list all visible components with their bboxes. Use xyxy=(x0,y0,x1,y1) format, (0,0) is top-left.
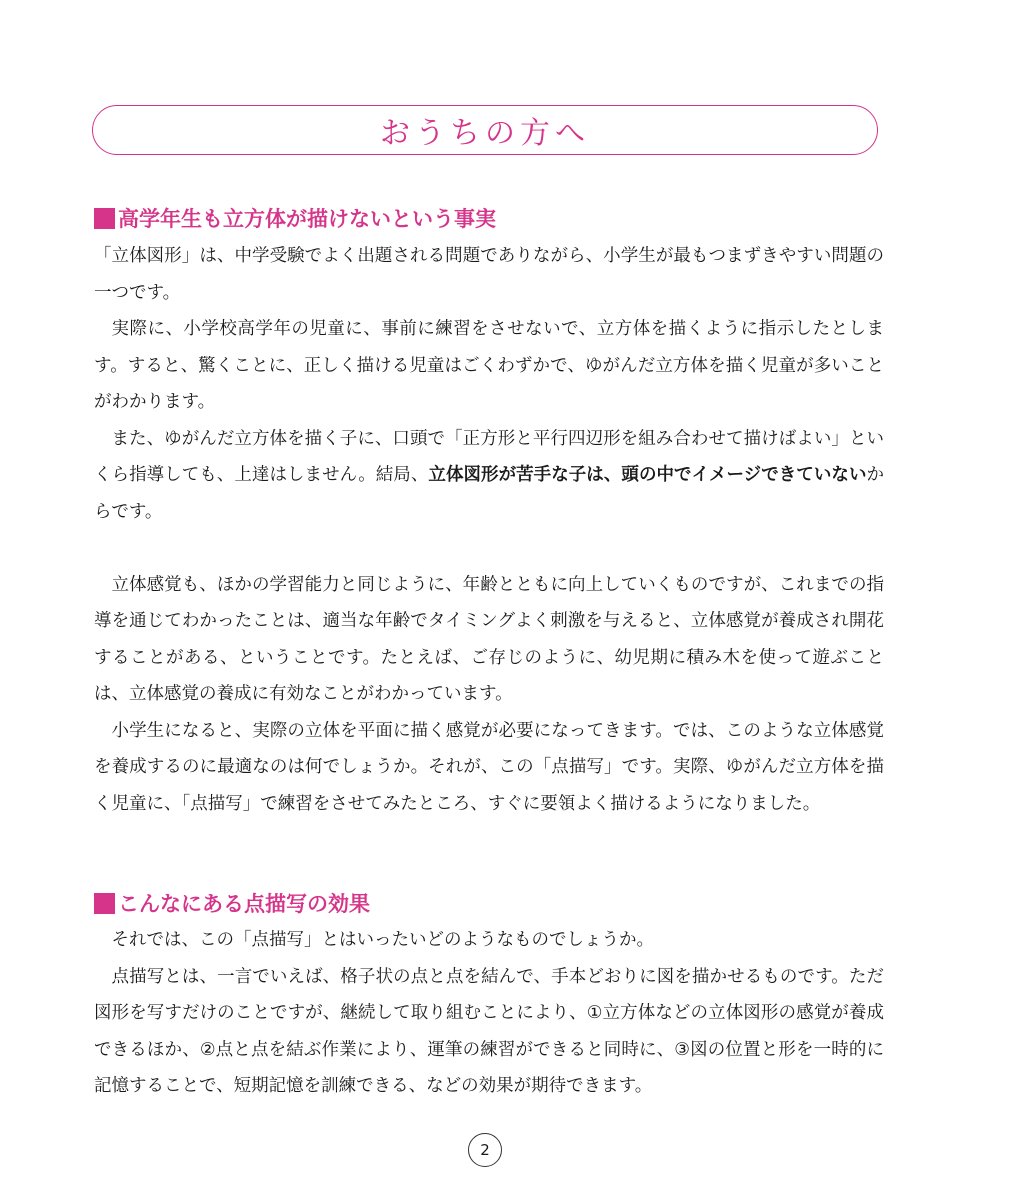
square-bullet-icon xyxy=(94,208,115,229)
section-heading-1-text: 高学年生も立方体が描けないという事実 xyxy=(118,207,496,231)
section-heading-1 xyxy=(94,203,496,233)
paragraph-text: からです。 xyxy=(94,465,884,522)
paragraph: 立体感覚も、ほかの学習能力と同じように、年齢とともに向上していくものですが、これまでの指導を通じてわかったことは、適当な年齢でタイミングよく刺激を与えると、立体感覚が養成され開花することがある、ということです。たとえば、ご存じのように、幼児期に積み木を使って遊ぶことは、立体感覚の養成に有効なことがわかっています。 xyxy=(94,574,884,704)
page-number-badge xyxy=(468,1133,502,1167)
page-number: 2 xyxy=(480,1141,490,1159)
paragraph: 実際に、小学校高学年の児童に、事前に練習をさせないで、立方体を描くように指示したとします。すると、驚くことに、正しく描ける児童はごくわずかで、ゆがんだ立方体を描く児童が多いことがわかります。 xyxy=(94,319,884,412)
paragraph: それでは、この「点描写」とはいったいどのようなものでしょうか。 xyxy=(111,930,654,950)
section-2-body xyxy=(94,922,884,1105)
square-bullet-icon xyxy=(94,893,115,914)
paragraph-text: また、ゆがんだ立方体を描く子に、口頭で「正方形と平行四辺形を組み合わせて描けばよい」といくら指導しても、上達はしません。結局、 xyxy=(94,428,884,485)
paragraph xyxy=(94,421,884,531)
paragraph: 点描写とは、一言でいえば、格子状の点と点を結んで、手本どおりに図を描かせるものです。ただ図形を写すだけのことですが、継続して取り組むことにより、①立方体などの立体図形の感覚が養成できるほか、②点と点を結ぶ作業により、運筆の練習ができると同時に、③図の位置と形を一時的に記憶することで、短期記憶を訓練できる、などの効果が期待できます。 xyxy=(94,966,884,1096)
page-title: おうちの方へ xyxy=(380,116,590,151)
paragraph: 小学生になると、実際の立体を平面に描く感覚が必要になってきます。では、このような立体感覚を養成するのに最適なのは何でしょうか。それが、この「点描写」です。実際、ゆがんだ立方体を描く児童に、「点描写」で練習をさせてみたところ、すぐに要領よく描けるようになりました。 xyxy=(94,720,884,814)
title-banner xyxy=(92,105,878,155)
section-1-body xyxy=(94,238,884,822)
paragraph: 「立体図形」は、中学受験でよく出題される問題でありながら、小学生が最もつまずきやすい問題の一つです。 xyxy=(94,246,884,303)
emphasis-text: 立体図形が苦手な子は、頭の中でイメージできていない xyxy=(428,465,867,485)
section-heading-2 xyxy=(94,888,370,918)
section-heading-2-text: こんなにある点描写の効果 xyxy=(118,892,370,916)
